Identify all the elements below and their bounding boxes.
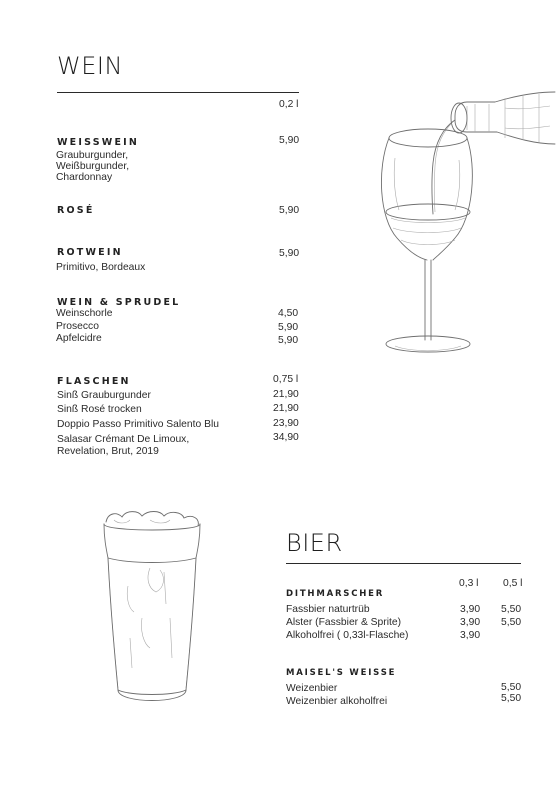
wein-title: WEIN: [57, 52, 123, 80]
menu-item: Chardonnay: [56, 172, 113, 183]
item-price: 3,90: [460, 604, 481, 615]
wine-pour-illustration-icon: [355, 88, 557, 360]
flaschen-prices: [273, 388, 299, 445]
menu-item: Weizenbier: [286, 683, 338, 694]
section-rotwein: ROTWEIN: [57, 247, 123, 258]
item-price: 21,90: [273, 403, 299, 415]
wein-sprudel-items: [56, 308, 112, 346]
item-price: 5,50: [501, 693, 522, 704]
beer-glass-illustration-icon: [100, 508, 204, 712]
item-price: 34,90: [273, 431, 299, 443]
maisels-prices-05: [501, 682, 521, 704]
wein-sprudel-prices: [278, 307, 298, 348]
price-weisswein: 5,90: [279, 135, 300, 146]
section-maisels-weisse: MAISEL'S WEISSE: [286, 668, 397, 678]
section-flaschen: FLASCHEN: [57, 376, 131, 387]
dithmarscher-prices-03: [460, 604, 480, 642]
menu-item: Alkoholfrei ( 0,33l-Flasche): [286, 629, 409, 641]
bier-size-header-05: 0,5 l: [503, 578, 523, 589]
menu-item: Grauburgunder,: [56, 150, 129, 161]
bier-size-header-03: 0,3 l: [459, 578, 479, 589]
menu-item: Weißburgunder,: [56, 161, 130, 172]
item-price: 5,50: [501, 616, 522, 628]
item-price: 5,50: [501, 604, 522, 615]
item-price: 3,90: [460, 616, 481, 628]
menu-item: Revelation, Brut, 2019: [57, 445, 159, 457]
section-rose: ROSÉ: [57, 205, 95, 216]
flaschen-item-cremant: [57, 434, 189, 457]
menu-item: Salasar Crémant De Limoux,: [57, 434, 190, 445]
item-price: 21,90: [273, 389, 299, 400]
menu-item: Weinschorle: [56, 308, 113, 319]
flaschen-size-header: 0,75 l: [273, 374, 299, 385]
menu-item: Weizenbier alkoholfrei: [286, 696, 388, 707]
menu-item: Prosecco: [56, 320, 99, 332]
menu-item: Doppio Passo Primitivo Salento Blu: [57, 418, 219, 430]
rotwein-desc: Primitivo, Bordeaux: [56, 262, 146, 273]
bier-title: BIER: [286, 529, 343, 557]
item-price: 3,90: [460, 629, 481, 641]
bier-divider: [286, 563, 521, 564]
section-weisswein: WEISSWEIN: [57, 137, 140, 148]
item-price: 5,50: [501, 682, 522, 693]
flaschen-items: [57, 389, 219, 432]
maisels-items: [286, 682, 387, 708]
price-rotwein: 5,90: [279, 248, 300, 259]
menu-item: Alster (Fassbier & Sprite): [286, 616, 402, 628]
item-price: 4,50: [278, 308, 299, 319]
menu-item: Sinß Rosé trocken: [57, 404, 142, 416]
item-price: 5,90: [278, 335, 299, 346]
menu-item: Sinß Grauburgunder: [57, 390, 151, 401]
section-wein-sprudel: WEIN & SPRUDEL: [57, 297, 181, 308]
weisswein-desc: [56, 150, 129, 183]
wein-divider: [57, 92, 299, 93]
section-dithmarscher: DITHMARSCHER: [286, 589, 385, 599]
wein-size-header: 0,2 l: [279, 99, 299, 110]
dithmarscher-prices-05: [501, 604, 521, 630]
price-rose: 5,90: [279, 205, 300, 216]
item-price: 23,90: [273, 417, 299, 429]
dithmarscher-items: [286, 604, 408, 642]
menu-item: Apfelcidre: [56, 333, 102, 344]
menu-item: Fassbier naturtrüb: [286, 604, 370, 615]
item-price: 5,90: [278, 321, 299, 333]
